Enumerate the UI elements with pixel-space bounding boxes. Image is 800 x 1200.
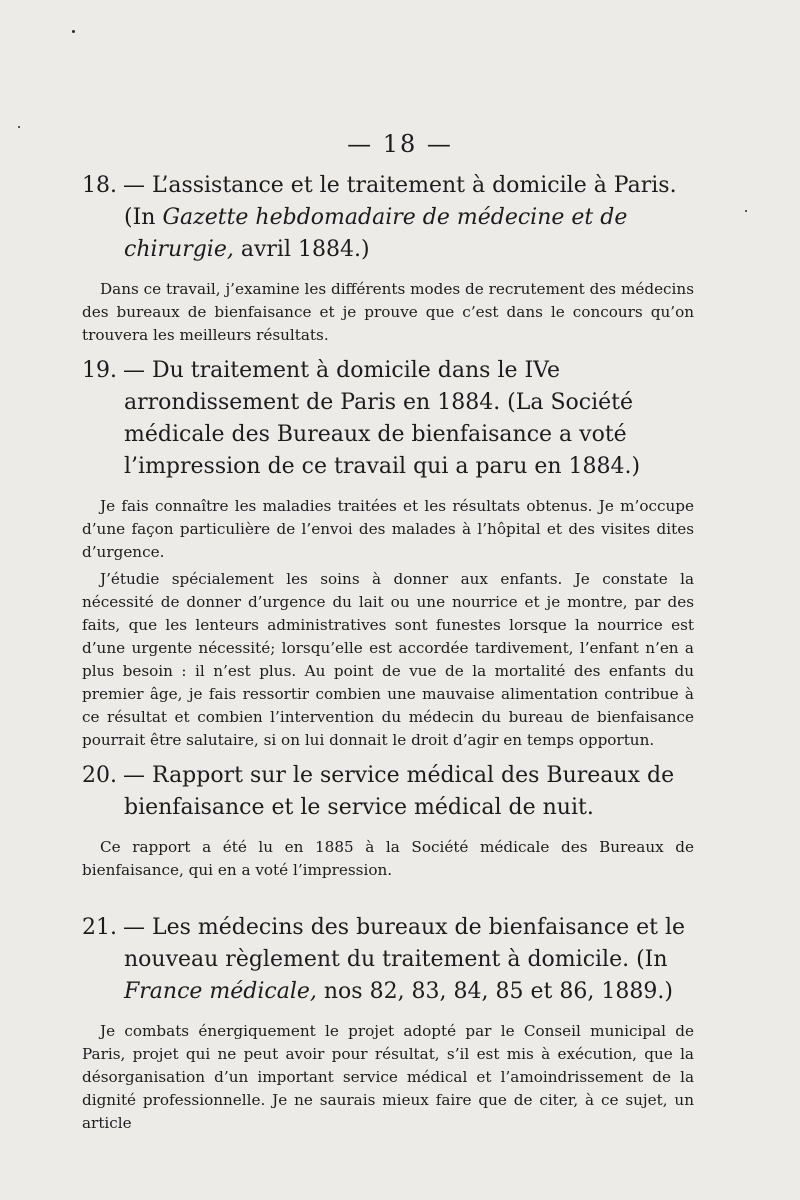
entry-paragraph: Je combats énergiquement le projet adopté par le Conseil municipal de Paris, projet qui ne peut avoir pour résultat, s’il est mis à exécution, que la désorganisation d’un important service médical et l’amoindrissement de la dignité professionnelle. Je ne saurais mieux faire que de citer, à ce sujet, un article [82, 1022, 694, 1132]
entry-number: 21. [82, 915, 117, 940]
entry-heading [82, 355, 694, 483]
entry-paragraph: Ce rapport a été lu en 1885 à la Société médicale des Bureaux de bienfaisance, qui en a voté l’impression. [82, 838, 694, 879]
bibliography-entry-20 [82, 760, 694, 882]
entry-title: — Rapport sur le service médical des Bureaux de bienfaisance et le service médical de nuit. [123, 763, 675, 820]
paper-speck [18, 126, 20, 128]
paper-speck [72, 30, 75, 33]
entry-journal: Gazette hebdomadaire de médecine et de chirurgie, [124, 205, 628, 262]
entry-number: 20. [82, 763, 117, 788]
paper-speck [745, 210, 747, 212]
entry-journal: France médicale, [124, 979, 317, 1004]
entry-body [82, 836, 694, 882]
bibliography-entry-21 [82, 912, 694, 1135]
entry-body [82, 1020, 694, 1135]
entry-number: 18. [82, 173, 117, 198]
bibliography-entry-19 [82, 355, 694, 752]
entry-title-end: avril 1884.) [233, 237, 370, 262]
entry-heading [82, 170, 694, 266]
entry-title: — Les médecins des bureaux de bienfaisance et le nouveau règlement du traitement à domicile. (In [123, 915, 686, 972]
entry-body [82, 278, 694, 347]
entry-title: — L’assistance et le traitement à domicile à Paris. (In [123, 173, 677, 230]
entry-paragraph: J’étudie spécialement les soins à donner aux enfants. Je constate la nécessité de donner d’urgence du lait ou une nourrice et je montre, par des faits, que les lenteurs administratives sont funestes lorsque la nourrice est d’une urgente nécessité; lorsqu’elle est accordée tardivement, l’enfant n’en a plus besoin : il n’est plus. Au point de vue de la mortalité des enfants du premier âge, je fais ressortir combien une mauvaise alimentation contribue à ce résultat et combien l’intervention du médecin du bureau de bienfaisance pourrait être salutaire, si on lui donnait le droit d’agir en temps opportun. [82, 570, 694, 749]
entry-paragraph: Je fais connaître les maladies traitées et les résultats obtenus. Je m’occupe d’une façon particulière de l’envoi des malades à l’hôpital et des visites dites d’urgence. [82, 497, 694, 561]
entry-heading [82, 912, 694, 1008]
bibliography-entry-18 [82, 170, 694, 347]
entry-body [82, 495, 694, 752]
page-number: — 18 — [347, 130, 453, 158]
entry-number: 19. [82, 358, 117, 383]
entry-paragraph: Dans ce travail, j’examine les différents modes de recrutement des médecins des bureaux de bienfaisance et je prouve que c’est dans le concours qu’on trouvera les meilleurs résultats. [82, 280, 694, 344]
entry-title-end: nos 82, 83, 84, 85 et 86, 1889.) [316, 979, 673, 1004]
entry-heading [82, 760, 694, 824]
entry-title: — Du traitement à domicile dans le IVe arrondissement de Paris en 1884. (La Société médicale des Bureaux de bienfaisance a voté l’impression de ce travail qui a paru en 1884.) [123, 358, 641, 479]
